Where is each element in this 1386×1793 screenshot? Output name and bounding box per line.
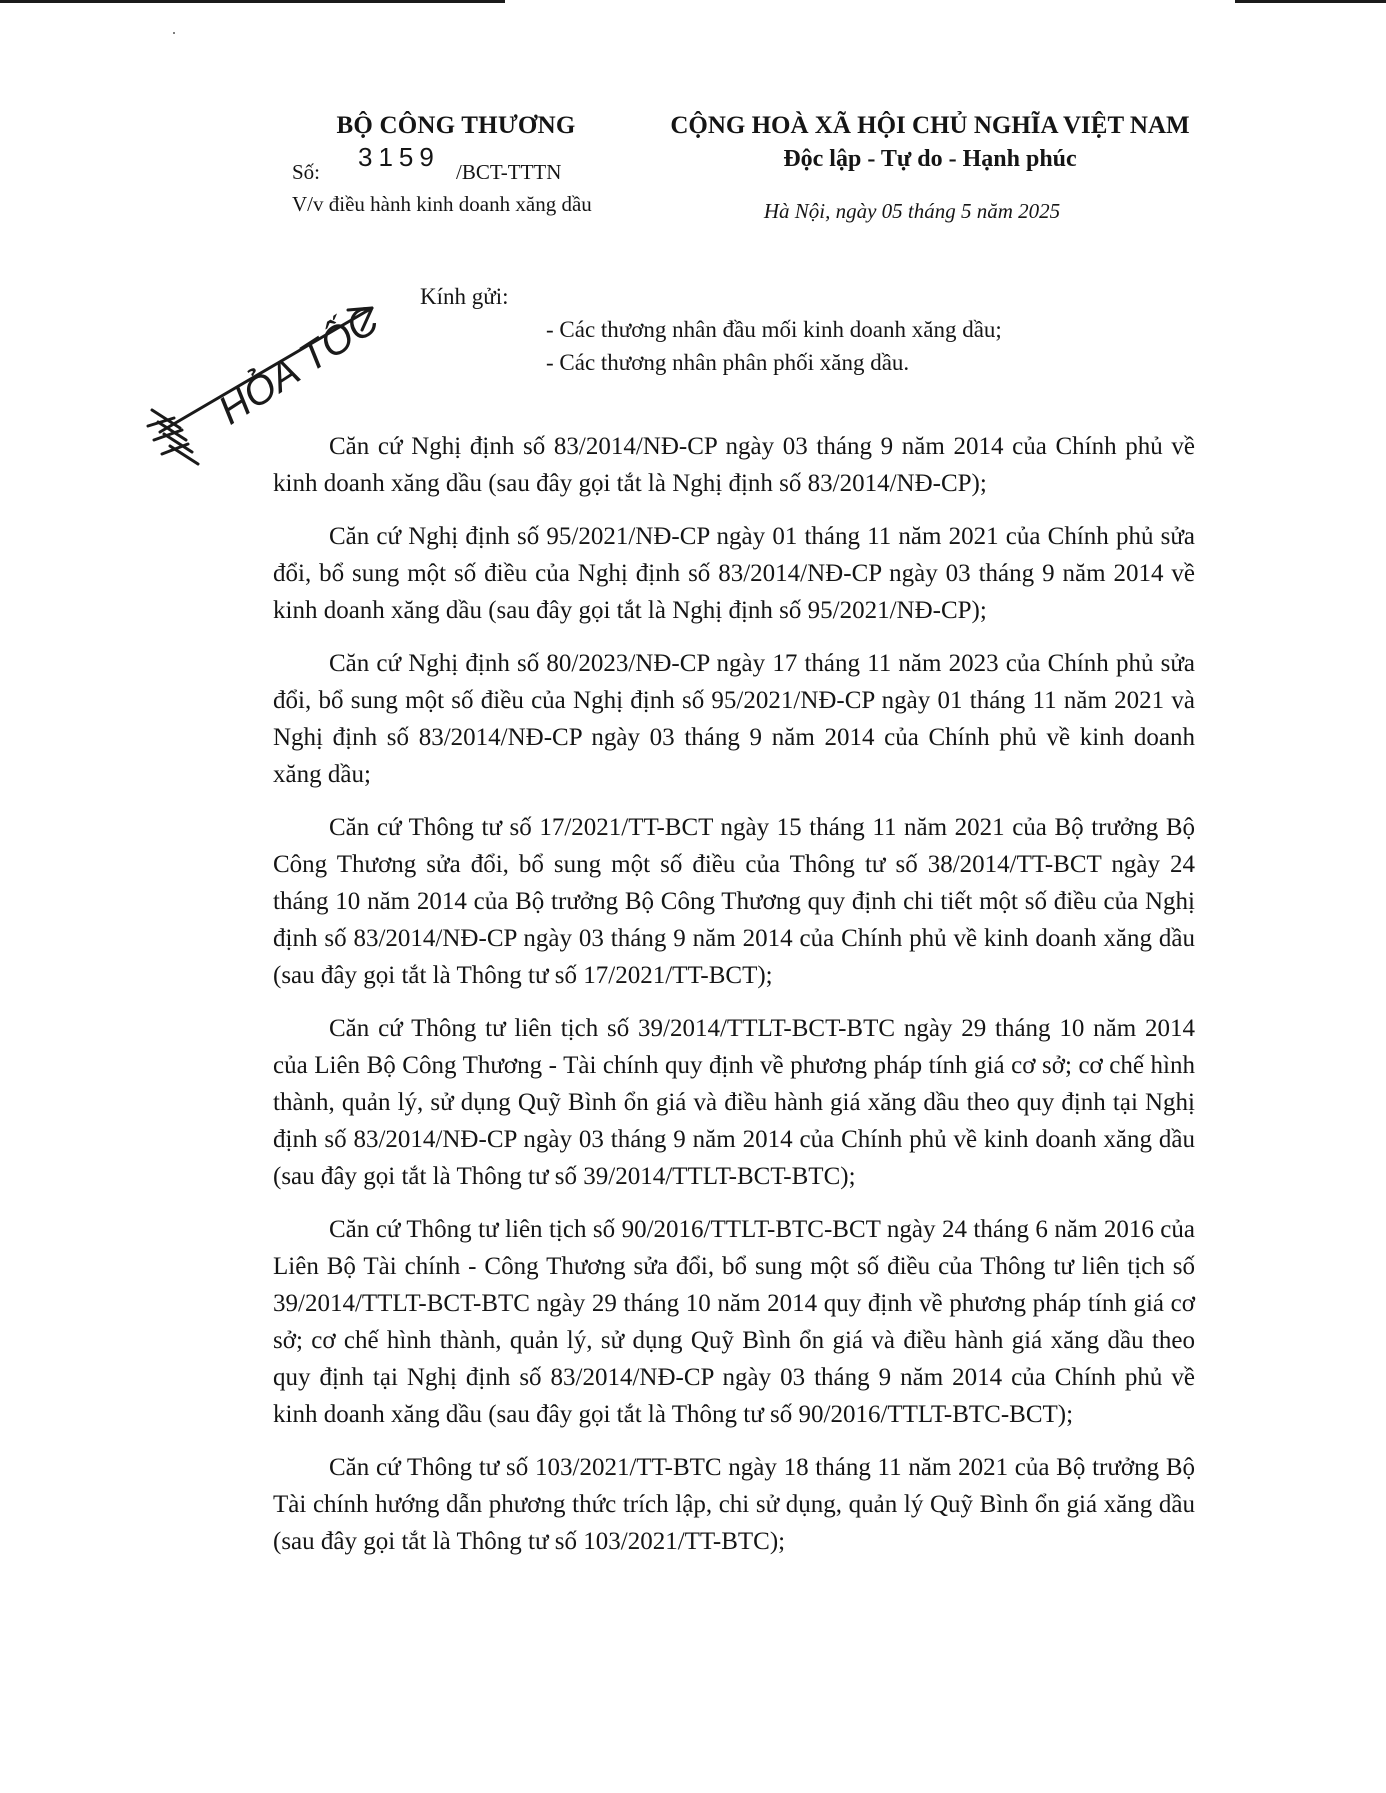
scan-speck: [173, 32, 175, 34]
scan-edge-top-right: [1235, 0, 1386, 3]
addressee-block: [420, 280, 1002, 379]
legal-basis-paragraph: Căn cứ Nghị định số 95/2021/NĐ-CP ngày 01 tháng 11 năm 2021 của Chính phủ sửa đổi, bổ sung một số điều của Nghị định số 83/2014/NĐ-CP ngày 03 tháng 9 năm 2014 về kinh doanh xăng dầu (sau đây gọi tắt là Nghị định số 95/2021/NĐ-CP);: [273, 523, 1195, 624]
header-right: [640, 112, 1220, 224]
document-body: [273, 428, 1195, 1576]
addressee-item: - Các thương nhân phân phối xăng dầu.: [546, 350, 910, 375]
addressee-greeting: Kính gửi:: [420, 284, 509, 309]
legal-basis-paragraph: Căn cứ Nghị định số 83/2014/NĐ-CP ngày 03 tháng 9 năm 2014 của Chính phủ về kinh doanh xăng dầu (sau đây gọi tắt là Nghị định số 83/2014/NĐ-CP);: [273, 433, 1195, 497]
legal-basis-paragraph: Căn cứ Nghị định số 80/2023/NĐ-CP ngày 17 tháng 11 năm 2023 của Chính phủ sửa đổi, bổ sung một số điều của Nghị định số 95/2021/NĐ-CP ngày 01 tháng 11 năm 2021 và Nghị định số 83/2014/NĐ-CP ngày 03 tháng 9 năm 2014 của Chính phủ về kinh doanh xăng dầu;: [273, 650, 1195, 788]
scan-edge-top-left: [0, 0, 505, 3]
document-subject: V/v điều hành kinh doanh xăng dầu: [292, 192, 592, 216]
stamp-text: HỎA TỐC: [210, 297, 387, 434]
header-left: [270, 112, 642, 217]
document-date: Hà Nội, ngày 05 tháng 5 năm 2025: [763, 199, 1061, 223]
nation-title: CỘNG HOÀ XÃ HỘI CHỦ NGHĨA VIỆT NAM: [670, 112, 1190, 139]
document-number-suffix: /BCT-TTTN: [456, 160, 562, 184]
legal-basis-paragraph: Căn cứ Thông tư liên tịch số 90/2016/TTLT-BTC-BCT ngày 24 tháng 6 năm 2016 của Liên Bộ Tài chính - Công Thương sửa đổi, bổ sung một số điều của Thông tư liên tịch số 39/2014/TTLT-BCT-BTC ngày 29 tháng 10 năm 2014 quy định về phương pháp tính giá cơ sở; cơ chế hình thành, quản lý, sử dụng Quỹ Bình ổn giá và điều hành giá xăng dầu theo quy định tại Nghị định số 83/2014/NĐ-CP ngày 03 tháng 9 năm 2014 của Chính phủ về kinh doanh xăng dầu (sau đây gọi tắt là Thông tư số 90/2016/TTLT-BTC-BCT);: [273, 1216, 1195, 1428]
document-number-handwritten: 3159: [358, 142, 440, 172]
document-number-label: Số:: [292, 160, 321, 184]
legal-basis-paragraph: Căn cứ Thông tư số 103/2021/TT-BTC ngày 18 tháng 11 năm 2021 của Bộ trưởng Bộ Tài chính hướng dẫn phương thức trích lập, chi sử dụng, quản lý Quỹ Bình ổn giá xăng dầu (sau đây gọi tắt là Thông tư số 103/2021/TT-BTC);: [273, 1454, 1195, 1555]
document-number: [270, 142, 642, 188]
national-motto: Độc lập - Tự do - Hạnh phúc: [783, 146, 1077, 172]
ministry-name: BỘ CÔNG THƯƠNG: [336, 112, 576, 139]
addressee-item: - Các thương nhân đầu mối kinh doanh xăng dầu;: [546, 317, 1002, 342]
legal-basis-paragraph: Căn cứ Thông tư số 17/2021/TT-BCT ngày 15 tháng 11 năm 2021 của Bộ trưởng Bộ Công Thương sửa đổi, bổ sung một số điều của Thông tư số 38/2014/TT-BCT ngày 24 tháng 10 năm 2014 của Bộ trưởng Bộ Công Thương quy định chi tiết một số điều của Nghị định số 83/2014/NĐ-CP ngày 03 tháng 9 năm 2014 của Chính phủ về kinh doanh xăng dầu (sau đây gọi tắt là Thông tư số 17/2021/TT-BCT);: [273, 814, 1195, 989]
legal-basis-paragraph: Căn cứ Thông tư liên tịch số 39/2014/TTLT-BCT-BTC ngày 29 tháng 10 năm 2014 của Liên Bộ Công Thương - Tài chính quy định về phương pháp tính giá cơ sở; cơ chế hình thành, quản lý, sử dụng Quỹ Bình ổn giá và điều hành giá xăng dầu theo quy định tại Nghị định số 83/2014/NĐ-CP ngày 03 tháng 9 năm 2014 của Chính phủ về kinh doanh xăng dầu (sau đây gọi tắt là Thông tư số 39/2014/TTLT-BCT-BTC);: [273, 1015, 1195, 1190]
